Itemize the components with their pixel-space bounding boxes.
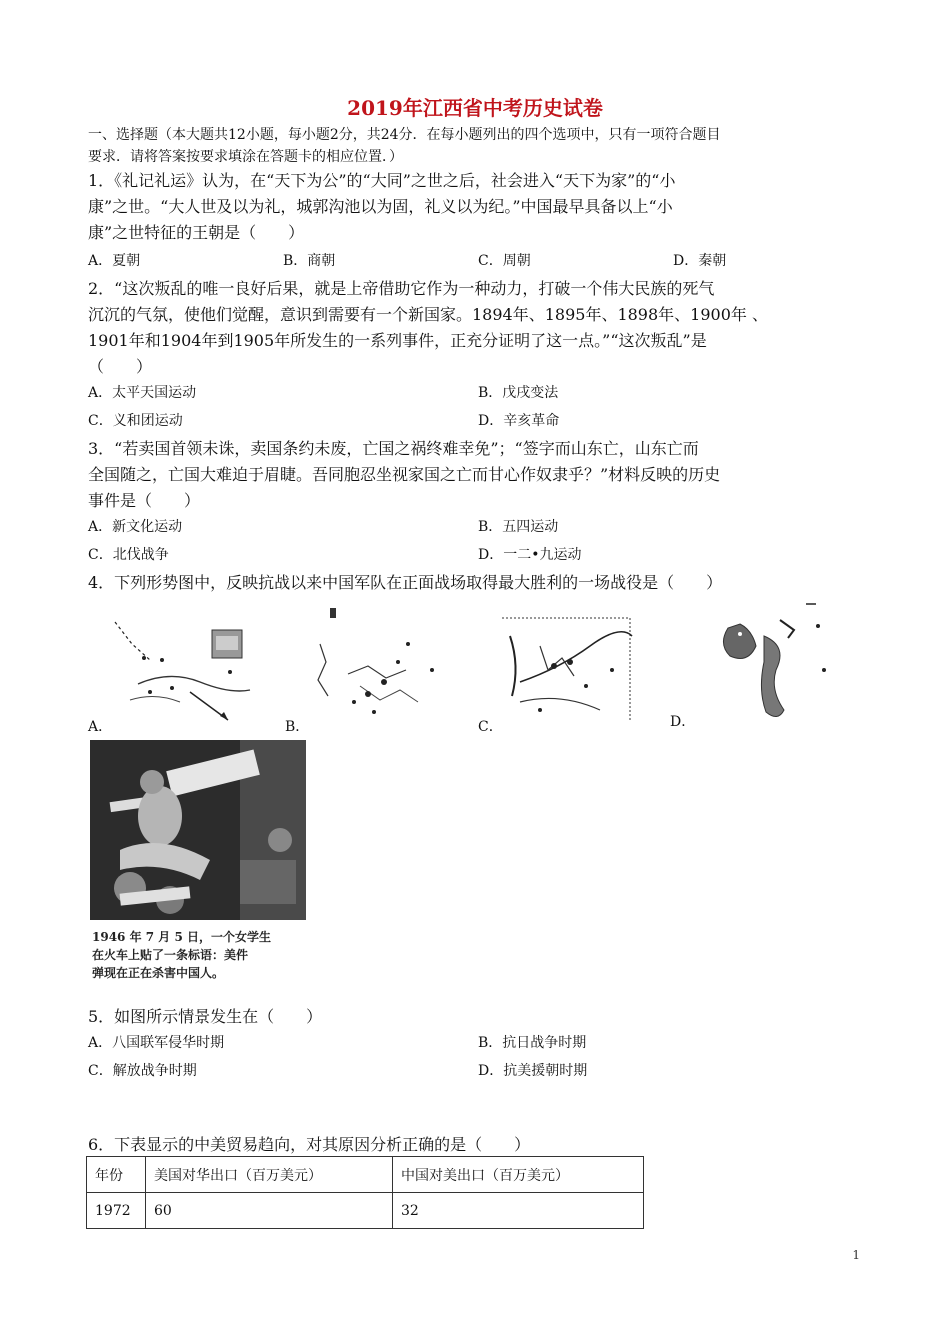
header-china-exports: 中国对美出口（百万美元） (393, 1157, 644, 1193)
q6-question: 6．下表显示的中美贸易趋向，对其原因分析正确的是（ ） (88, 1135, 531, 1154)
q2-line1: 2．“这次叛乱的唯一良好后果，就是上帝借助它作为一种动力，打破一个伟大民族的死气 (88, 279, 715, 298)
page-number: 1 (852, 1248, 860, 1262)
historical-photo (90, 740, 306, 920)
q5-question: 5．如图所示情景发生在（ ） (88, 1007, 323, 1026)
q1-line3: 康”之世特征的王朝是（ ） (88, 223, 305, 242)
table-header-row (87, 1157, 644, 1193)
photo-caption-line2: 在火车上贴了一条标语：美件 (92, 948, 249, 962)
table-row (87, 1193, 644, 1229)
q4-label-b: B． (285, 719, 310, 735)
q5-option-b: B．抗日战争时期 (478, 1035, 587, 1051)
photo-caption (92, 928, 271, 982)
q3-line1: 3．“若卖国首领未诛，卖国条约未废，亡国之祸终难幸免”；“签字而山东亡，山东亡而 (88, 439, 699, 458)
header-year: 年份 (87, 1157, 146, 1193)
q1-option-a: A．夏朝 (88, 253, 141, 269)
section-instruction-line1: 一、选择题（本大题共12小题，每小题2分，共24分．在每小题列出的四个选项中，只有一项符合题目 (88, 127, 721, 143)
cell-us-exports: 60 (146, 1193, 393, 1229)
trade-table (86, 1156, 644, 1229)
q5-option-a: A．八国联军侵华时期 (88, 1035, 225, 1051)
header-us-exports: 美国对华出口（百万美元） (146, 1157, 393, 1193)
exam-title: 2019年江西省中考历史试卷 (347, 96, 603, 120)
q3-option-d: D．一二•九运动 (478, 547, 582, 563)
photo-caption-line1: 1946 年 7 月 5 日，一个女学生 (92, 930, 271, 944)
q4-question: 4．下列形势图中，反映抗战以来中国军队在正面战场取得最大胜利的一场战役是（ ） (88, 573, 723, 592)
q3-option-b: B．五四运动 (478, 519, 559, 535)
q2-option-a: A．太平天国运动 (88, 385, 197, 401)
battle-map-a (110, 612, 260, 724)
q4-label-d: D． (670, 714, 696, 730)
q2-line3: 1901年和1904年到1905年所发生的一系列事件，正充分证明了这一点。”“这次叛乱”是 (88, 331, 707, 350)
section-instruction-line2: 要求．请将答案按要求填涂在答题卡的相应位置．） (88, 149, 403, 165)
q5-option-d: D．抗美援朝时期 (478, 1063, 588, 1079)
q4-label-a: A． (88, 719, 113, 735)
q3-option-a: A．新文化运动 (88, 519, 183, 535)
q2-line2: 沉沉的气氛，使他们觉醒，意识到需要有一个新国家。1894年、1895年、1898年、1900年 、 (88, 305, 768, 324)
q2-option-d: D．辛亥革命 (478, 413, 560, 429)
q4-label-c: C． (478, 719, 503, 735)
photo-caption-line3: 弹现在正在杀害中国人。 (92, 966, 225, 980)
cell-year: 1972 (87, 1193, 146, 1229)
q3-option-c: C．北伐战争 (88, 547, 169, 563)
battle-map-c (500, 606, 642, 724)
q1-option-d: D．秦朝 (673, 253, 727, 269)
q3-line3: 事件是（ ） (88, 491, 201, 510)
q1-line2: 康”之世。“大人世及以为礼，城郭沟池以为固，礼义以为纪。”中国最早具备以上“小 (88, 197, 673, 216)
q1-line1: 1．《礼记礼运》认为，在“天下为公”的“大同”之世之后，社会进入“天下为家”的“小 (88, 171, 676, 190)
battle-map-d (700, 600, 836, 724)
battle-map-b (308, 604, 444, 724)
q1-option-b: B．商朝 (283, 253, 336, 269)
q2-option-c: C．义和团运动 (88, 413, 183, 429)
q1-option-c: C．周朝 (478, 253, 531, 269)
q5-option-c: C．解放战争时期 (88, 1063, 197, 1079)
q3-line2: 全国随之，亡国大难迫于眉睫。吾同胞忍坐视家国之亡而甘心作奴隶乎？”材料反映的历史 (88, 465, 721, 484)
q2-option-b: B．戊戌变法 (478, 385, 559, 401)
q2-line4: （ ） (88, 357, 153, 376)
cell-china-exports: 32 (393, 1193, 644, 1229)
